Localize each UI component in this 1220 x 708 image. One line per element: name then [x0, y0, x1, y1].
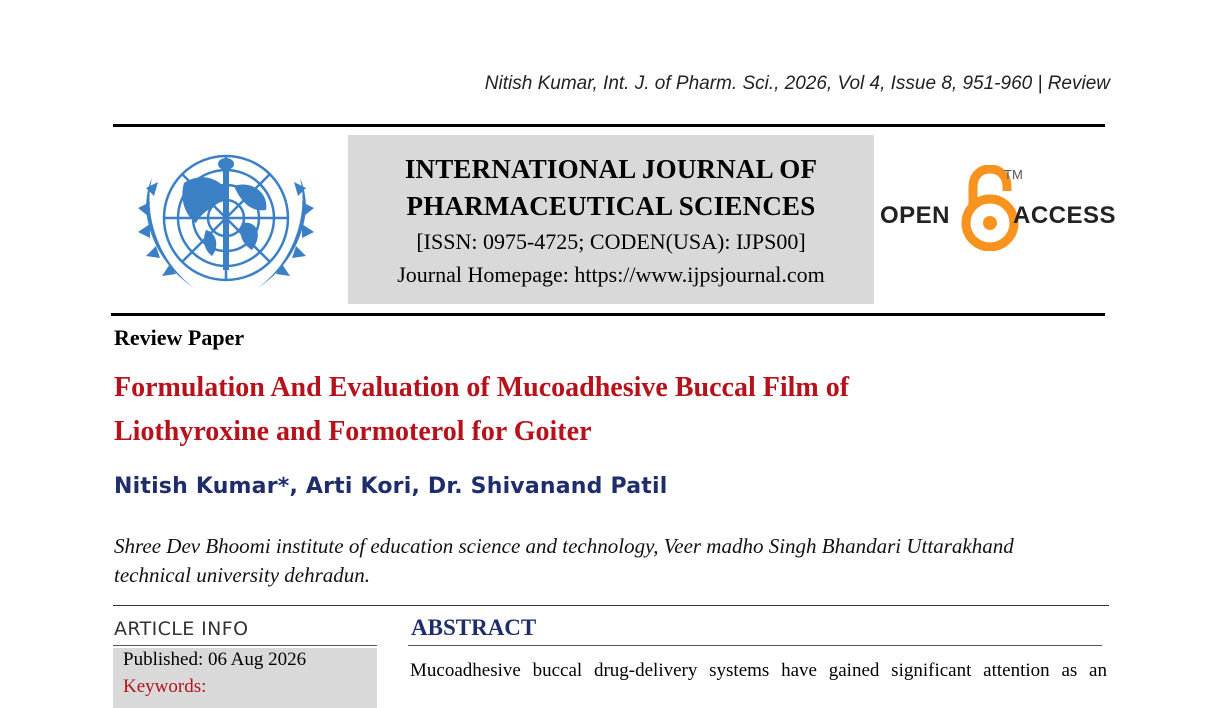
journal-issn: [ISSN: 0975-4725; CODEN(USA): IJPS00] [416, 229, 806, 254]
section-divider [113, 605, 1109, 606]
open-access-open-text: OPEN [880, 202, 951, 229]
affiliation-line-2: technical university dehradun. [114, 563, 371, 587]
article-info-heading: ARTICLE INFO [114, 618, 249, 640]
open-access-trademark: TM [1004, 167, 1023, 182]
paper-title-line-1: Formulation And Evaluation of Mucoadhesive Buccal Film of [114, 372, 850, 403]
keywords-label: Keywords: [123, 676, 207, 697]
journal-citation: Nitish Kumar, Int. J. of Pharm. Sci., 2026, Vol 4, Issue 8, 951-960 | Review [484, 73, 1110, 94]
paper-authors: Nitish Kumar*, Arti Kori, Dr. Shivanand Patil [114, 474, 668, 499]
journal-title-line-2: PHARMACEUTICAL SCIENCES [406, 191, 816, 221]
paper-title-line-2: Liothyroxine and Formoterol for Goiter [114, 416, 592, 447]
header-rule-bottom [111, 313, 1105, 316]
published-date: Published: 06 Aug 2026 [123, 649, 307, 670]
journal-header-box [348, 135, 874, 304]
header-rule-top [113, 124, 1105, 127]
un-emblem-icon [124, 138, 328, 306]
article-info-box [113, 648, 377, 708]
abstract-text: Mucoadhesive buccal drug-delivery systems have gained significant attention as an [410, 660, 1107, 681]
journal-title [348, 151, 874, 225]
article-info-rule [113, 645, 377, 646]
paper-affiliation [114, 532, 1104, 590]
open-access-access-text: ACCESS [1013, 202, 1117, 229]
paper-title [114, 366, 1014, 454]
abstract-rule [408, 645, 1102, 646]
paper-type-label: Review Paper [114, 325, 245, 350]
journal-homepage: Journal Homepage: https://www.ijpsjournal.com [397, 262, 825, 287]
journal-title-line-1: INTERNATIONAL JOURNAL OF [404, 154, 818, 184]
affiliation-line-1: Shree Dev Bhoomi institute of education science and technology, Veer madho Singh Bhandari Uttarakhand [114, 534, 1014, 558]
open-access-logo [880, 165, 1117, 255]
abstract-heading: ABSTRACT [411, 615, 537, 640]
